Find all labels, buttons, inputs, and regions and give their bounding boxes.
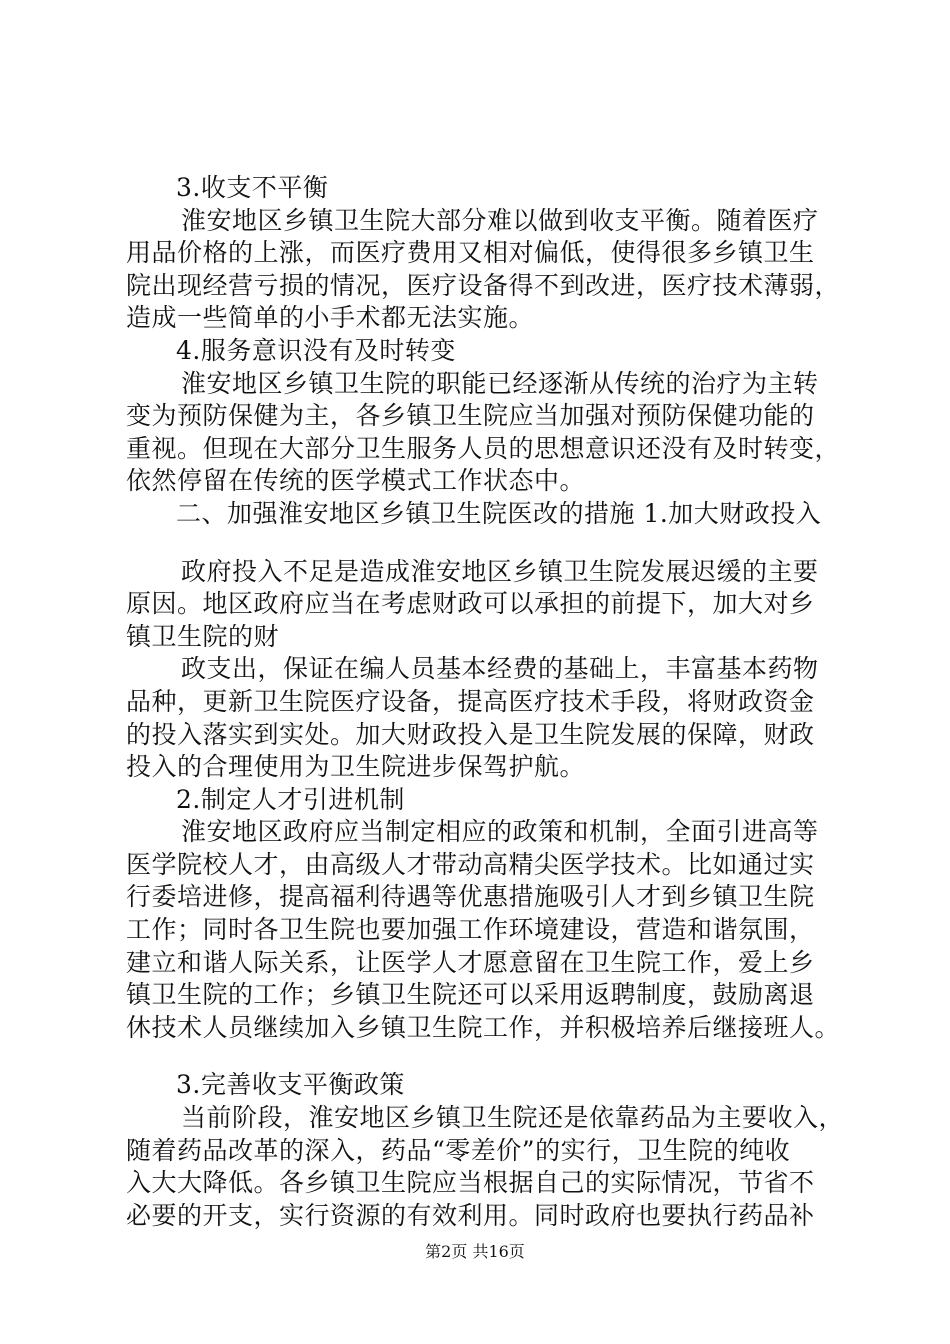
paragraph-line: 造成一些简单的小手术都无法实施。: [126, 303, 535, 333]
paragraph-line: 原因。地区政府应当在考虑财政可以承担的前提下，加大对乡: [126, 589, 815, 619]
section-heading: 二、加强淮安地区乡镇卫生院医改的措施 1.加大财政投入: [176, 498, 822, 528]
paragraph-gap: [126, 1044, 846, 1069]
paragraph-line: 政支出，保证在编人员基本经费的基础上，丰富基本药物: [181, 654, 819, 684]
document-body: [126, 172, 846, 1232]
paragraph-line: 行委培进修，提高福利待遇等优惠措施吸引人才到乡镇卫生院: [126, 882, 815, 912]
paragraph-line: 重视。但现在大部分卫生服务人员的思想意识还没有及时转变，: [126, 433, 841, 463]
section-heading: 3.收支不平衡: [176, 173, 329, 202]
paragraph-line: 入大大降低。各乡镇卫生院应当根据自己的实际情况，节省不: [126, 1168, 815, 1198]
paragraph-line: 必要的开支，实行资源的有效利用。同时政府也要执行药品补: [126, 1200, 815, 1230]
page-number: 第2页 共16页: [425, 1242, 525, 1261]
paragraph-line: 休技术人员继续加入乡镇卫生院工作，并积极培养后继接班人。: [126, 1012, 841, 1042]
paragraph-gap: [126, 531, 846, 556]
paragraph-line: 医学院校人才，由高级人才带动高精尖医学技术。比如通过实: [126, 849, 815, 879]
paragraph-line: 院出现经营亏损的情况，医疗设备得不到改进，医疗技术薄弱，: [126, 270, 841, 300]
paragraph-line: 的投入落实到实处。加大财政投入是卫生院发展的保障，财政: [126, 719, 815, 749]
section-heading: 2.制定人才引进机制: [176, 784, 405, 814]
paragraph-line: 品种，更新卫生院医疗设备，提高医疗技术手段，将财政资金: [126, 686, 815, 716]
paragraph-line: 淮安地区政府应当制定相应的政策和机制，全面引进高等: [181, 817, 819, 847]
section-heading: 3.完善收支平衡政策: [176, 1070, 405, 1100]
section-heading: 4.服务意识没有及时转变: [176, 335, 456, 365]
page-footer: [0, 1239, 950, 1262]
paragraph-line: 随着药品改革的深入，药品“零差价”的实行，卫生院的纯收: [126, 1135, 791, 1165]
paragraph-line: 当前阶段，淮安地区乡镇卫生院还是依靠药品为主要收入，: [181, 1103, 845, 1133]
paragraph-line: 用品价格的上涨，而医疗费用又相对偏低，使得很多乡镇卫生: [126, 238, 815, 268]
paragraph-line: 依然停留在传统的医学模式工作状态中。: [126, 466, 586, 496]
paragraph-line: 工作；同时各卫生院也要加强工作环境建设，营造和谐氛围，: [126, 915, 815, 945]
paragraph-line: 变为预防保健为主，各乡镇卫生院应当加强对预防保健功能的: [126, 401, 815, 431]
paragraph-line: 淮安地区乡镇卫生院大部分难以做到收支平衡。随着医疗: [181, 205, 819, 235]
paragraph-line: 镇卫生院的工作；乡镇卫生院还可以采用返聘制度，鼓励离退: [126, 980, 815, 1010]
paragraph-line: 政府投入不足是造成淮安地区乡镇卫生院发展迟缓的主要: [181, 556, 819, 586]
paragraph-line: 建立和谐人际关系，让医学人才愿意留在卫生院工作，爱上乡: [126, 947, 815, 977]
paragraph-line: 投入的合理使用为卫生院进步保驾护航。: [126, 752, 586, 782]
paragraph-line: 淮安地区乡镇卫生院的职能已经逐渐从传统的治疗为主转: [181, 368, 819, 398]
paragraph-line: 镇卫生院的财: [126, 621, 280, 651]
